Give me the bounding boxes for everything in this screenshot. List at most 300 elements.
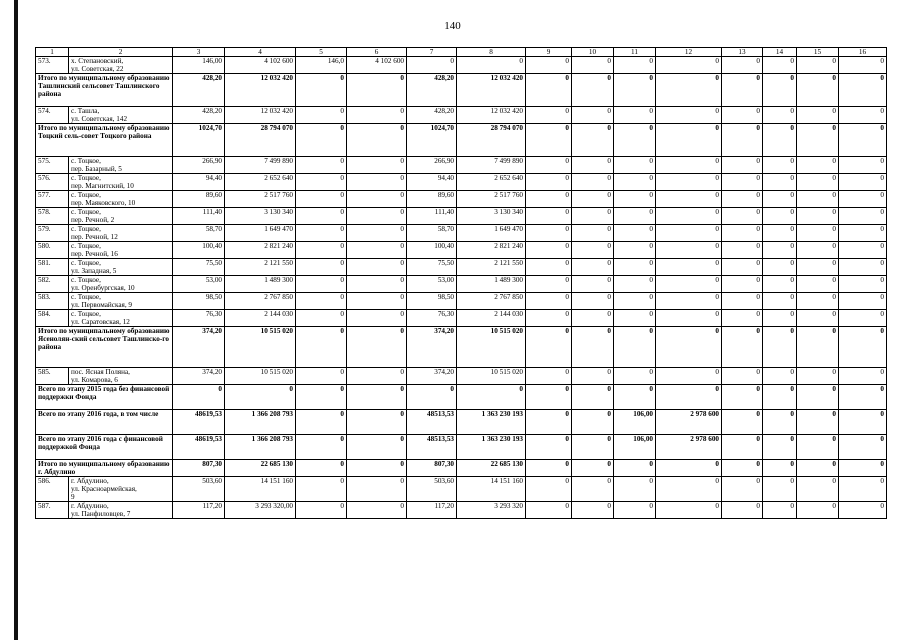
table-cell: 0 <box>296 124 347 157</box>
table-cell: 0 <box>763 124 797 157</box>
table-cell: 0 <box>296 310 347 327</box>
table-cell: 4 102 600 <box>347 57 407 74</box>
table-cell: 48513,53 <box>407 410 457 435</box>
table-cell: 0 <box>347 460 407 477</box>
table-cell: 0 <box>797 124 839 157</box>
table-cell: 75,50 <box>173 259 225 276</box>
table-cell: 0 <box>763 327 797 368</box>
subtotal-label: Всего по этапу 2016 года с финансовой поддержкой Фонда <box>36 435 173 460</box>
subtotal-row <box>36 460 887 477</box>
table-cell: 0 <box>656 477 722 502</box>
table-cell: 266,90 <box>407 157 457 174</box>
table-cell: 22 685 130 <box>225 460 296 477</box>
table-cell: 0 <box>296 410 347 435</box>
address-cell: с. Тоцкое, ул. Оренбургская, 10 <box>69 276 173 293</box>
table-cell: 0 <box>614 310 656 327</box>
page-left-border <box>14 0 18 640</box>
table-cell: 0 <box>572 293 614 310</box>
row-number: 587. <box>36 502 69 519</box>
column-number: 5 <box>296 48 347 57</box>
table-cell: 58,70 <box>173 225 225 242</box>
table-cell: 94,40 <box>173 174 225 191</box>
table-cell: 2 144 030 <box>457 310 526 327</box>
table-cell: 0 <box>296 276 347 293</box>
table-row <box>36 157 887 174</box>
column-number: 6 <box>347 48 407 57</box>
table-cell: 0 <box>797 107 839 124</box>
table-cell: 2 517 760 <box>225 191 296 208</box>
table-cell: 0 <box>614 276 656 293</box>
table-cell: 0 <box>656 310 722 327</box>
row-number: 584. <box>36 310 69 327</box>
table-row <box>36 368 887 385</box>
table-cell: 0 <box>347 410 407 435</box>
table-cell: 0 <box>797 368 839 385</box>
table-cell: 0 <box>296 435 347 460</box>
table-cell: 0 <box>225 385 296 410</box>
subtotal-label: Итого по муниципальному образованию Ясенолян-ский сельсовет Ташлинско-го района <box>36 327 173 368</box>
table-cell: 0 <box>347 157 407 174</box>
table-row <box>36 57 887 74</box>
table-cell: 0 <box>763 107 797 124</box>
table-cell: 0 <box>347 225 407 242</box>
table-cell: 0 <box>296 293 347 310</box>
table-cell: 0 <box>526 74 572 107</box>
table-cell: 0 <box>347 191 407 208</box>
column-number: 11 <box>614 48 656 57</box>
table-cell: 12 032 420 <box>225 74 296 107</box>
address-cell: с. Тоцкое, пер. Маяковского, 10 <box>69 191 173 208</box>
table-cell: 146,0 <box>296 57 347 74</box>
table-cell: 0 <box>572 477 614 502</box>
table-cell: 0 <box>722 157 763 174</box>
table-row <box>36 174 887 191</box>
table-cell: 0 <box>614 368 656 385</box>
table-cell: 2 978 600 <box>656 435 722 460</box>
table-cell: 111,40 <box>173 208 225 225</box>
table-cell: 48619,53 <box>173 435 225 460</box>
table-cell: 0 <box>656 225 722 242</box>
row-number: 586. <box>36 477 69 502</box>
table-cell: 111,40 <box>407 208 457 225</box>
table-cell: 0 <box>656 460 722 477</box>
table-cell: 374,20 <box>407 327 457 368</box>
column-number: 16 <box>839 48 887 57</box>
table-cell: 0 <box>347 208 407 225</box>
row-number: 574. <box>36 107 69 124</box>
table-cell: 0 <box>347 327 407 368</box>
table-cell: 0 <box>526 242 572 259</box>
table-cell: 0 <box>614 327 656 368</box>
table-row <box>36 502 887 519</box>
table-cell: 1 363 230 193 <box>457 435 526 460</box>
table-cell: 53,00 <box>173 276 225 293</box>
subtotal-row <box>36 124 887 157</box>
column-number: 4 <box>225 48 296 57</box>
table-cell: 7 499 890 <box>457 157 526 174</box>
table-cell: 0 <box>722 477 763 502</box>
table-cell: 0 <box>572 327 614 368</box>
column-number: 10 <box>572 48 614 57</box>
table-cell: 0 <box>572 57 614 74</box>
table-cell: 0 <box>763 310 797 327</box>
table-cell: 428,20 <box>407 107 457 124</box>
column-number: 8 <box>457 48 526 57</box>
table-cell: 0 <box>839 57 887 74</box>
table-cell: 0 <box>572 368 614 385</box>
table-cell: 0 <box>347 435 407 460</box>
table-cell: 503,60 <box>173 477 225 502</box>
table-cell: 12 032 420 <box>225 107 296 124</box>
table-cell: 0 <box>722 410 763 435</box>
table-cell: 1024,70 <box>407 124 457 157</box>
table-cell: 0 <box>763 174 797 191</box>
table-cell: 0 <box>457 57 526 74</box>
table-cell: 2 144 030 <box>225 310 296 327</box>
table-cell: 0 <box>722 191 763 208</box>
table-cell: 0 <box>656 124 722 157</box>
table-cell: 10 515 020 <box>457 327 526 368</box>
table-cell: 2 121 550 <box>457 259 526 276</box>
table-cell: 428,20 <box>407 74 457 107</box>
table-cell: 0 <box>614 293 656 310</box>
table-cell: 94,40 <box>407 174 457 191</box>
table-cell: 0 <box>763 435 797 460</box>
table-cell: 0 <box>763 410 797 435</box>
table-cell: 0 <box>839 107 887 124</box>
table-cell: 0 <box>839 242 887 259</box>
table-row <box>36 310 887 327</box>
column-number: 12 <box>656 48 722 57</box>
table-cell: 0 <box>296 327 347 368</box>
table-row <box>36 225 887 242</box>
table-cell: 0 <box>296 242 347 259</box>
table-cell: 1024,70 <box>173 124 225 157</box>
table-cell: 100,40 <box>407 242 457 259</box>
table-cell: 0 <box>407 57 457 74</box>
column-number: 13 <box>722 48 763 57</box>
address-cell: с. Тоцкое, ул. Западная, 5 <box>69 259 173 276</box>
table-cell: 1 489 300 <box>457 276 526 293</box>
table-cell: 10 515 020 <box>457 368 526 385</box>
table-cell: 0 <box>614 157 656 174</box>
table-cell: 0 <box>526 124 572 157</box>
subtotal-row <box>36 385 887 410</box>
table-cell: 0 <box>526 57 572 74</box>
table-cell: 0 <box>526 157 572 174</box>
table-cell: 0 <box>839 385 887 410</box>
table-cell: 0 <box>839 208 887 225</box>
table-cell: 0 <box>839 502 887 519</box>
column-number: 3 <box>173 48 225 57</box>
table-cell: 0 <box>797 74 839 107</box>
row-number: 577. <box>36 191 69 208</box>
table-cell: 89,60 <box>173 191 225 208</box>
table-cell: 10 515 020 <box>225 327 296 368</box>
table-cell: 0 <box>572 157 614 174</box>
table-cell: 76,30 <box>173 310 225 327</box>
table-cell: 0 <box>614 57 656 74</box>
table-cell: 0 <box>614 502 656 519</box>
table-cell: 0 <box>296 368 347 385</box>
table-cell: 0 <box>347 368 407 385</box>
table-cell: 0 <box>526 310 572 327</box>
table-cell: 2 652 640 <box>225 174 296 191</box>
table-cell: 0 <box>572 74 614 107</box>
table-cell: 0 <box>839 435 887 460</box>
table-cell: 89,60 <box>407 191 457 208</box>
table-cell: 0 <box>797 293 839 310</box>
table-cell: 0 <box>572 310 614 327</box>
table-cell: 1 366 208 793 <box>225 410 296 435</box>
address-cell: с. Тоцкое, пер. Речной, 16 <box>69 242 173 259</box>
table-cell: 0 <box>763 460 797 477</box>
table-cell: 0 <box>572 276 614 293</box>
table-cell: 0 <box>722 107 763 124</box>
table-cell: 0 <box>763 502 797 519</box>
subtotal-label: Итого по муниципальному образованию Тоцкий сель-совет Тоцкого района <box>36 124 173 157</box>
table-cell: 0 <box>457 385 526 410</box>
table-cell: 0 <box>722 293 763 310</box>
table-cell: 0 <box>763 293 797 310</box>
table-cell: 0 <box>722 242 763 259</box>
table-cell: 0 <box>296 208 347 225</box>
table-cell: 0 <box>656 107 722 124</box>
table-cell: 0 <box>722 327 763 368</box>
table-cell: 503,60 <box>407 477 457 502</box>
table-cell: 0 <box>572 502 614 519</box>
table-cell: 0 <box>839 477 887 502</box>
table-cell: 0 <box>656 74 722 107</box>
table-cell: 0 <box>722 225 763 242</box>
table-cell: 0 <box>572 208 614 225</box>
table-cell: 0 <box>296 191 347 208</box>
table-row <box>36 208 887 225</box>
table-cell: 0 <box>763 57 797 74</box>
table-cell: 48513,53 <box>407 435 457 460</box>
table-cell: 0 <box>797 477 839 502</box>
table-cell: 0 <box>572 435 614 460</box>
table-cell: 0 <box>722 435 763 460</box>
subtotal-label: Всего по этапу 2015 года без финансовой поддержки Фонда <box>36 385 173 410</box>
table-cell: 0 <box>572 460 614 477</box>
table-cell: 14 151 160 <box>225 477 296 502</box>
address-cell: пос. Ясная Поляна, ул. Комарова, 6 <box>69 368 173 385</box>
row-number: 576. <box>36 174 69 191</box>
row-number: 582. <box>36 276 69 293</box>
table-cell: 0 <box>572 107 614 124</box>
table-cell: 0 <box>839 293 887 310</box>
table-cell: 0 <box>839 276 887 293</box>
table-cell: 0 <box>347 107 407 124</box>
table-cell: 0 <box>614 242 656 259</box>
table-cell: 75,50 <box>407 259 457 276</box>
table-cell: 0 <box>797 435 839 460</box>
table-cell: 374,20 <box>173 327 225 368</box>
table-cell: 0 <box>296 259 347 276</box>
table-cell: 2 767 850 <box>457 293 526 310</box>
table-cell: 0 <box>347 259 407 276</box>
table-cell: 0 <box>572 410 614 435</box>
table-cell: 0 <box>797 208 839 225</box>
table-cell: 0 <box>526 385 572 410</box>
table-cell: 146,00 <box>173 57 225 74</box>
table-cell: 0 <box>763 368 797 385</box>
table-cell: 0 <box>797 191 839 208</box>
table-cell: 0 <box>839 368 887 385</box>
table-cell: 0 <box>526 225 572 242</box>
table-cell: 0 <box>347 174 407 191</box>
column-number-row <box>36 48 887 57</box>
table-cell: 0 <box>526 107 572 124</box>
table-cell: 0 <box>347 310 407 327</box>
table-cell: 0 <box>839 225 887 242</box>
table-cell: 0 <box>797 174 839 191</box>
address-cell: с. Тоцкое, ул. Саратовская, 12 <box>69 310 173 327</box>
table-cell: 117,20 <box>407 502 457 519</box>
subtotal-row <box>36 435 887 460</box>
table-cell: 0 <box>296 157 347 174</box>
table-cell: 1 649 470 <box>457 225 526 242</box>
table-cell: 0 <box>526 327 572 368</box>
table-cell: 0 <box>763 208 797 225</box>
row-number: 580. <box>36 242 69 259</box>
table-cell: 0 <box>797 157 839 174</box>
column-number: 14 <box>763 48 797 57</box>
subtotal-label: Итого по муниципальному образованию г. Абдулино <box>36 460 173 477</box>
row-number: 581. <box>36 259 69 276</box>
housing-program-table <box>35 47 887 519</box>
address-cell: с. Тоцкое, пер. Базарный, 5 <box>69 157 173 174</box>
table-cell: 0 <box>839 174 887 191</box>
table-cell: 100,40 <box>173 242 225 259</box>
table-cell: 374,20 <box>407 368 457 385</box>
table-cell: 0 <box>656 191 722 208</box>
column-number: 9 <box>526 48 572 57</box>
address-cell: с. Тоцкое, пер. Магнитский, 10 <box>69 174 173 191</box>
table-cell: 7 499 890 <box>225 157 296 174</box>
table-cell: 0 <box>763 74 797 107</box>
subtotal-label: Всего по этапу 2016 года, в том числе <box>36 410 173 435</box>
table-row <box>36 477 887 502</box>
table-cell: 0 <box>614 174 656 191</box>
address-cell: с. Ташла, ул. Советская, 142 <box>69 107 173 124</box>
table-cell: 0 <box>526 435 572 460</box>
page-number: 140 <box>444 20 461 32</box>
table-cell: 0 <box>614 460 656 477</box>
row-number: 583. <box>36 293 69 310</box>
table-cell: 0 <box>763 225 797 242</box>
address-cell: х. Степановский, ул. Советская, 22 <box>69 57 173 74</box>
table-cell: 0 <box>839 310 887 327</box>
table-cell: 0 <box>347 276 407 293</box>
table-cell: 0 <box>656 208 722 225</box>
table-cell: 3 130 340 <box>457 208 526 225</box>
table-cell: 0 <box>797 385 839 410</box>
table-cell: 0 <box>526 276 572 293</box>
table-cell: 0 <box>572 191 614 208</box>
table-cell: 28 794 070 <box>225 124 296 157</box>
table-cell: 374,20 <box>173 368 225 385</box>
table-cell: 0 <box>763 276 797 293</box>
table-cell: 10 515 020 <box>225 368 296 385</box>
table-cell: 0 <box>572 385 614 410</box>
table-cell: 807,30 <box>173 460 225 477</box>
table-cell: 0 <box>797 327 839 368</box>
table-cell: 0 <box>296 502 347 519</box>
table-cell: 76,30 <box>407 310 457 327</box>
table-cell: 0 <box>656 57 722 74</box>
table-cell: 0 <box>614 74 656 107</box>
table-cell: 0 <box>722 368 763 385</box>
table-cell: 0 <box>722 460 763 477</box>
table-cell: 0 <box>763 157 797 174</box>
table-cell: 0 <box>722 385 763 410</box>
table-cell: 0 <box>526 174 572 191</box>
table-cell: 2 978 600 <box>656 410 722 435</box>
table-cell: 98,50 <box>407 293 457 310</box>
column-number: 7 <box>407 48 457 57</box>
table-cell: 58,70 <box>407 225 457 242</box>
table-row <box>36 191 887 208</box>
table-cell: 0 <box>839 410 887 435</box>
table-cell: 3 130 340 <box>225 208 296 225</box>
table-cell: 0 <box>722 208 763 225</box>
table-cell: 12 032 420 <box>457 74 526 107</box>
table-cell: 117,20 <box>173 502 225 519</box>
table-cell: 53,00 <box>407 276 457 293</box>
row-number: 579. <box>36 225 69 242</box>
table-cell: 0 <box>614 191 656 208</box>
subtotal-row <box>36 74 887 107</box>
table-cell: 0 <box>347 74 407 107</box>
table-cell: 0 <box>656 293 722 310</box>
table-cell: 22 685 130 <box>457 460 526 477</box>
table-cell: 0 <box>572 242 614 259</box>
table-cell: 0 <box>797 410 839 435</box>
table-cell: 0 <box>296 385 347 410</box>
table-cell: 0 <box>722 259 763 276</box>
table-cell: 0 <box>614 385 656 410</box>
table-row <box>36 293 887 310</box>
table-cell: 0 <box>526 477 572 502</box>
table-cell: 0 <box>763 385 797 410</box>
table-cell: 1 649 470 <box>225 225 296 242</box>
table-cell: 106,00 <box>614 410 656 435</box>
table-cell: 0 <box>572 124 614 157</box>
table-cell: 28 794 070 <box>457 124 526 157</box>
address-cell: г. Абдулино, ул. Красноармейская, 9 <box>69 477 173 502</box>
column-number: 2 <box>69 48 173 57</box>
table-cell: 0 <box>839 157 887 174</box>
table-row <box>36 276 887 293</box>
table-cell: 0 <box>797 242 839 259</box>
table-cell: 0 <box>173 385 225 410</box>
table-cell: 1 366 208 793 <box>225 435 296 460</box>
table-cell: 2 821 240 <box>225 242 296 259</box>
table-cell: 0 <box>763 477 797 502</box>
row-number: 573. <box>36 57 69 74</box>
table-cell: 0 <box>839 259 887 276</box>
table-cell: 2 517 760 <box>457 191 526 208</box>
table-cell: 0 <box>722 124 763 157</box>
table-cell: 0 <box>347 242 407 259</box>
table-cell: 48619,53 <box>173 410 225 435</box>
table-cell: 0 <box>614 477 656 502</box>
subtotal-row <box>36 410 887 435</box>
table-cell: 0 <box>839 327 887 368</box>
table-cell: 12 032 420 <box>457 107 526 124</box>
